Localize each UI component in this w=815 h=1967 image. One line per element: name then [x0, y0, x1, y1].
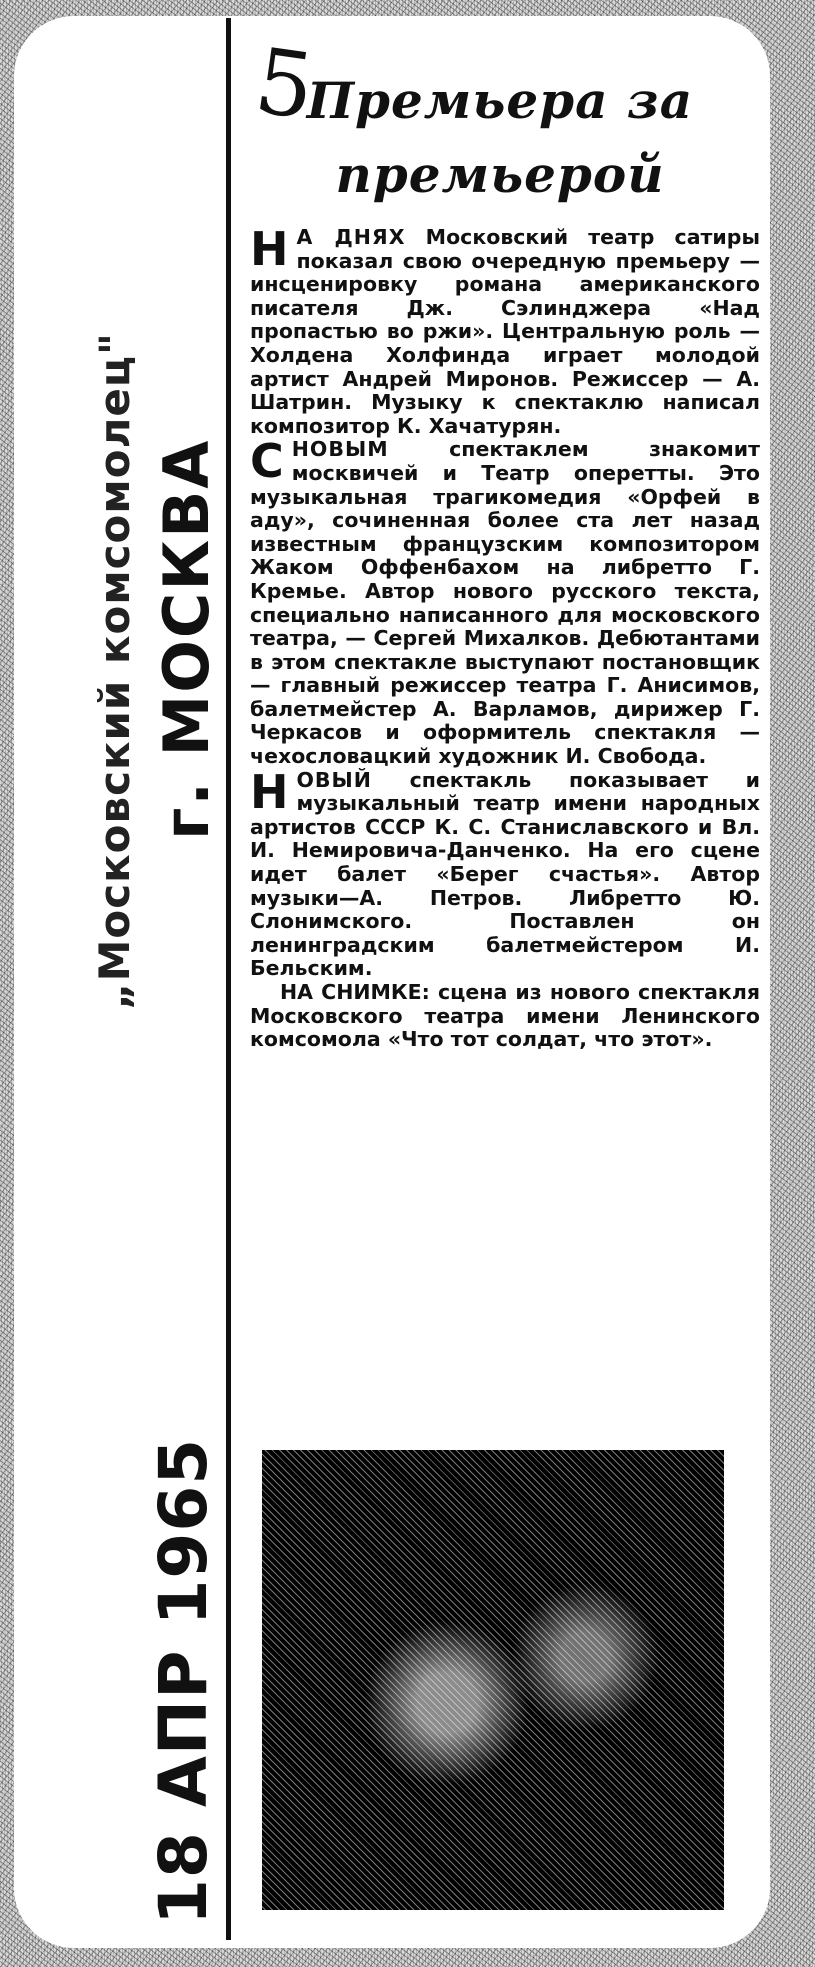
- column-divider: [226, 18, 231, 1940]
- paragraph-text: спектаклем знакомит москвичей и Театр оперетты. Это музыкальная трагикомедия «Орфей в аду», сочиненная более ста лет назад известным французским композитором Жаком Оффенбахом на либретто Г. Кремье. Автор нового русского текста, специально написанного для московского театра, — Сергей Михалков. Дебютантами в этом спектакле выступают постановщик — главный режиссер театра Г. Анисимов, балетмейстер А. Варламов, дирижер Г. Черкасов и оформитель спектакля — чехословацкий художник И. Свобода.: [250, 437, 760, 769]
- photo-caption: [250, 981, 760, 1052]
- newspaper-name: „Московский комсомолец": [90, 332, 139, 1010]
- paragraph-3: [250, 764, 760, 981]
- stage-photo: [262, 1450, 724, 1910]
- caption-text: сцена из нового спектакля Московского театра имени Ленинского комсомола «Что тот солдат, что этот».: [250, 980, 760, 1052]
- drop-cap: С: [250, 434, 284, 489]
- drop-cap: Н: [250, 222, 289, 276]
- lead-caps: НОВЫМ: [291, 437, 389, 462]
- drop-cap: Н: [250, 764, 289, 819]
- article-title: Премьера за премьерой: [306, 71, 694, 204]
- date-stamp: 18 АПР 1965: [145, 1437, 222, 1925]
- lead-caps: ОВЫЙ: [296, 767, 372, 792]
- city-label: г. МОСКВА: [150, 438, 223, 840]
- caption-lead: НА СНИМКЕ:: [280, 980, 430, 1004]
- paragraph-2: [250, 434, 760, 769]
- handwritten-mark: 5: [249, 28, 321, 141]
- article-body: [250, 222, 760, 1052]
- paragraph-text: спектакль показывает и музыкальный театр имени народных артистов СССР К. С. Станиславского и Вл. И. Немировича-Данченко. На его сцене идет балет «Берег счастья». Автор музыки—А. Петров. Либретто Ю. Слонимского. Поставлен он ленинградским балетмейстером И. Бельским.: [250, 767, 760, 981]
- lead-caps: А ДНЯХ: [296, 225, 406, 249]
- paragraph-text: Московский театр сатиры показал свою очередную премьеру — инсценировку романа американского писателя Дж. Сэлинджера «Над пропастью во ржи». Центральную роль — Холдена Холфинда играет молодой артист Андрей Миронов. Режиссер — А. Шатрин. Музыку к спектаклю написал композитор К. Хачатурян.: [250, 225, 760, 438]
- paragraph-1: [250, 222, 760, 438]
